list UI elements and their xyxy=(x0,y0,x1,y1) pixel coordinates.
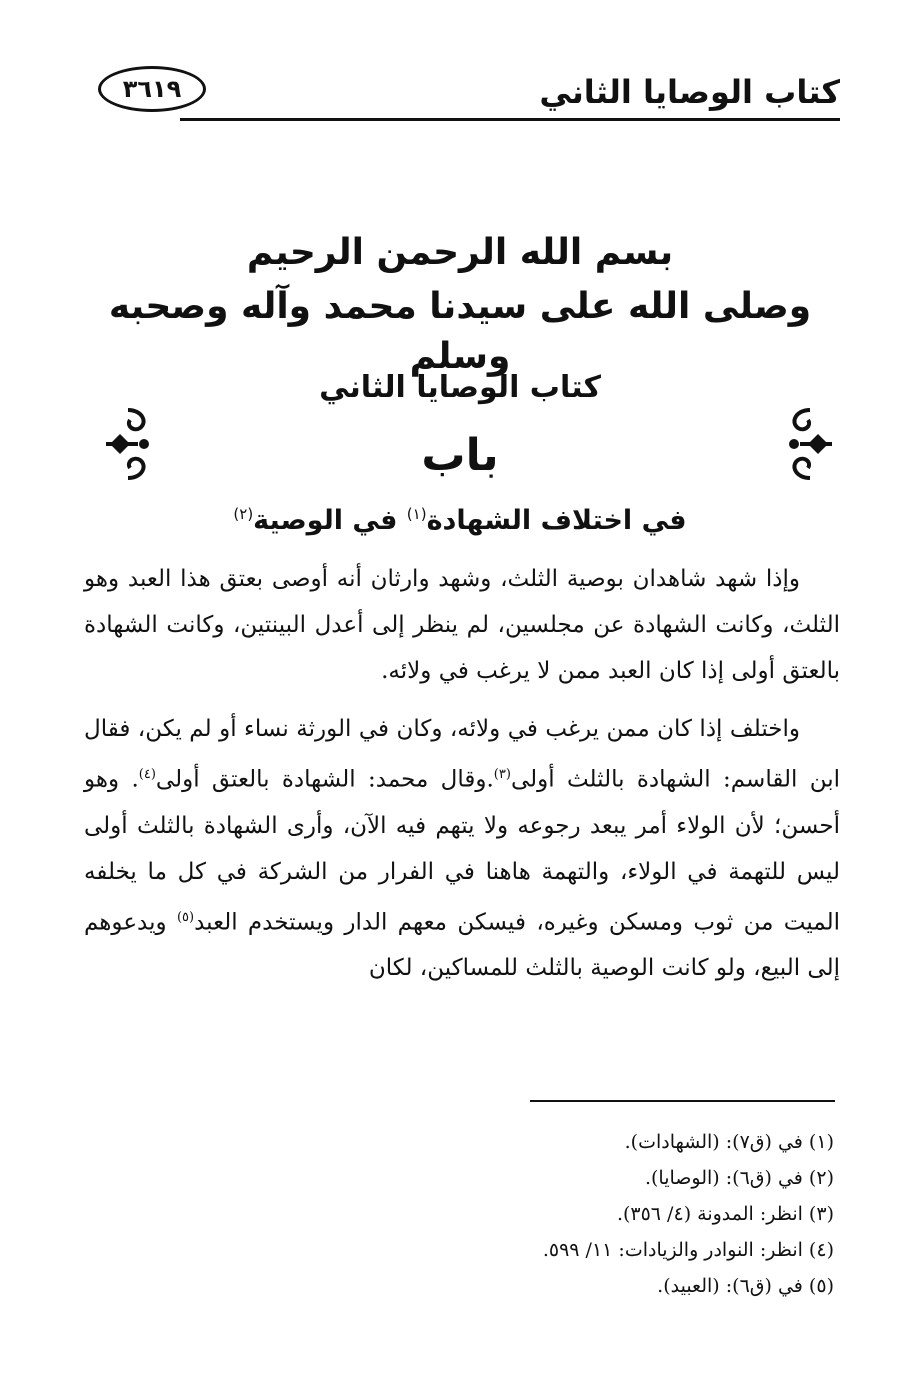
footnote-1: (١) في (ق٧): (الشهادات). xyxy=(624,1131,834,1153)
header-divider xyxy=(180,118,840,121)
footnote-3: (٣) انظر: المدونة (٤/ ٣٥٦). xyxy=(616,1203,834,1225)
footnote-ref-4: (٤) xyxy=(138,767,156,782)
section-title xyxy=(80,494,840,541)
floral-ornament-icon xyxy=(100,404,156,484)
footnote-divider xyxy=(530,1100,835,1102)
footnotes xyxy=(84,1124,834,1304)
footnote-ref-1: (١) xyxy=(406,505,427,523)
paragraph-2-d: ويدعوهم إلى البيع، ولو كانت الوصية بالثلث للمساكين، لكان xyxy=(84,909,840,982)
bab-heading: باب xyxy=(421,430,499,481)
footnote-5: (٥) في (ق٦): (العبيد). xyxy=(657,1275,834,1297)
basmala-heading: بسم الله الرحمن الرحيم xyxy=(246,232,674,273)
book-title: كتاب الوصايا الثاني xyxy=(319,370,601,405)
salawat-heading: وصلى الله على سيدنا محمد وآله وصحبه وسلم xyxy=(108,286,812,377)
page-number-text: ٣٦١٩ xyxy=(122,75,182,103)
paragraph-1: وإذا شهد شاهدان بوصية الثلث، وشهد وارثان أنه أوصى بعتق هذا العبد وهو الثلث، وكانت الشهادة عن مجلسين، لم ينظر إلى أعدل البينتين، وكانت الشهادة بالعتق أولى إذا كان العبد ممن لا يرغب في ولائه. xyxy=(84,566,840,684)
paragraph-2-c: . وهو أحسن؛ لأن الولاء أمر يبعد رجوعه ولا يتهم فيه الآن، وأرى الشهادة بالثلث أولى ليس للتهمة في الولاء، والتهمة هاهنا في الفرار من الشركة في كل ما يخلفه الميت من ثوب ومسكن وغيره، فيسكن معهم الدار ويستخدم العبد xyxy=(84,766,840,936)
section-title-part2: في الوصية xyxy=(253,505,407,536)
running-title: كتاب الوصايا الثاني xyxy=(539,73,840,111)
page-number xyxy=(98,66,206,112)
paragraph-2-b: .وقال محمد: الشهادة بالعتق أولى xyxy=(155,766,494,793)
footnote-ref-5: (٥) xyxy=(176,909,195,925)
section-title-part1: في اختلاف الشهادة xyxy=(426,505,687,536)
paragraph-2 xyxy=(84,706,840,991)
paragraph-2-a: واختلف إذا كان ممن يرغب في ولائه، وكان في الورثة نساء أو لم يكن، فقال ابن القاسم: الشهادة بالثلث أولى xyxy=(84,716,840,793)
footnote-ref-2: (٢) xyxy=(233,505,254,523)
body-text xyxy=(84,556,840,1003)
footnote-2: (٢) في (ق٦): (الوصايا). xyxy=(644,1167,834,1189)
footnote-ref-3: (٣) xyxy=(493,767,511,782)
footnote-4: (٤) انظر: النوادر والزيادات: ١١/ ٥٩٩. xyxy=(542,1239,834,1261)
